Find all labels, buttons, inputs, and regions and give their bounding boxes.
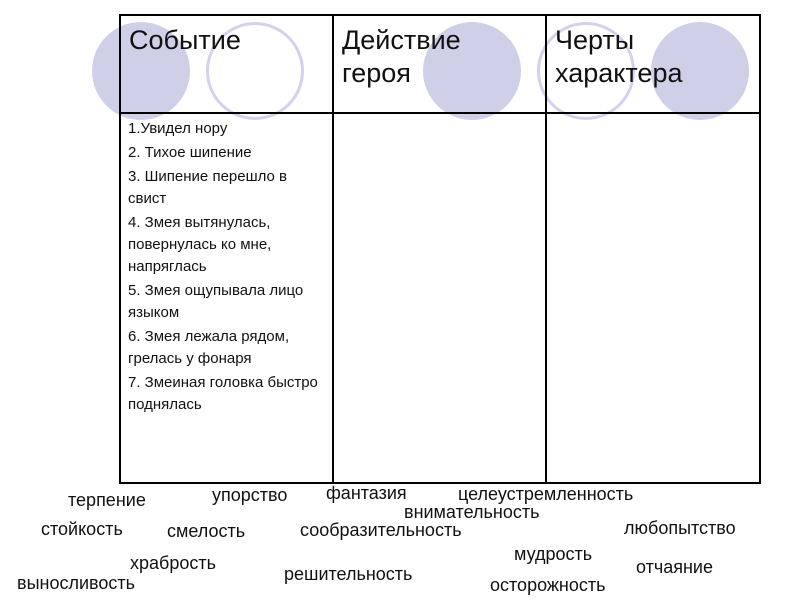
word-reshitelnost: решительность [284, 564, 413, 584]
word-uporstvo: упорство [212, 485, 288, 505]
word-terpenie: терпение [68, 490, 146, 510]
word-lyubopytstvo: любопытство [624, 518, 736, 538]
word-celeustremlennost: целеустремленность [458, 484, 634, 504]
hero-action-cell [333, 113, 546, 483]
event-item-7: 7. Змеиная головка быстро поднялась [128, 374, 318, 413]
word-soobrazitelnost: сообразительность [300, 520, 462, 540]
word-vnimatelnost: внимательность [404, 502, 540, 522]
word-hrabrost: храбрость [130, 553, 216, 573]
event-item-3: 3. Шипение перешло в свист [128, 168, 288, 207]
header-character-traits: Черты характера [546, 15, 760, 113]
event-item-2: 2. Тихое шипение [128, 144, 252, 161]
table-row [120, 113, 760, 483]
word-otchayanie: отчаяние [636, 557, 714, 577]
word-stoikost: стойкость [41, 519, 123, 539]
event-item-4: 4. Змея вытянулась, повернулась ко мне, напряглась [128, 214, 272, 275]
event-item-5: 5. Змея ощупывала лицо языком [128, 282, 304, 321]
event-item-1: 1.Увидел нору [128, 120, 228, 137]
word-mudrost: мудрость [514, 544, 593, 564]
character-traits-cell [546, 113, 760, 483]
header-event: Событие [120, 15, 333, 113]
word-smelost: смелость [167, 521, 246, 541]
table-header-row [120, 15, 760, 113]
events-cell [120, 113, 333, 483]
word-ostorozhnost: осторожность [490, 575, 606, 595]
word-vynoslivost: выносливость [17, 573, 136, 593]
event-item-6: 6. Змея лежала рядом, грелась у фонаря [128, 328, 290, 367]
word-fantaziya: фантазия [326, 483, 407, 503]
header-hero-action: Действие героя [333, 15, 546, 113]
event-table [119, 14, 761, 484]
